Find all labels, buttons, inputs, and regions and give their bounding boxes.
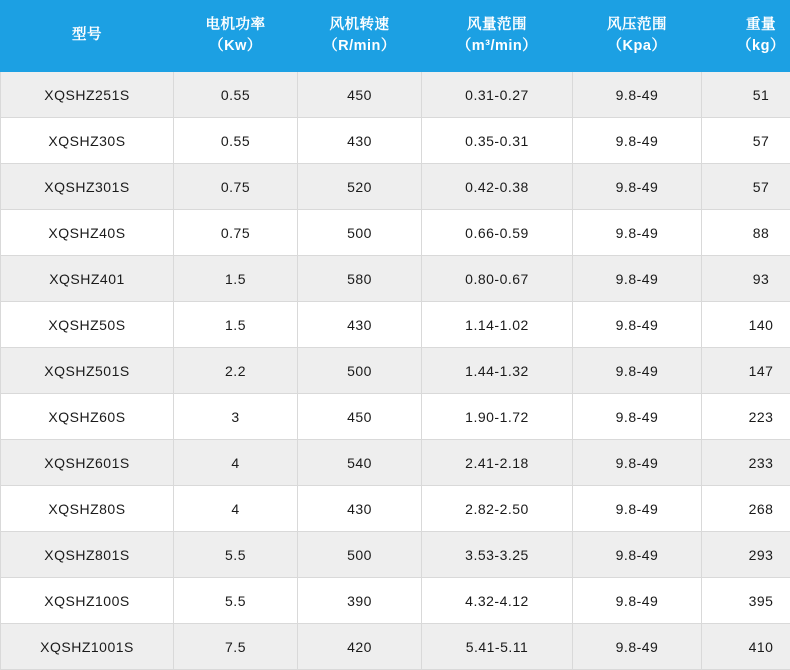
cell-speed: 520	[298, 164, 422, 210]
cell-power: 0.75	[174, 210, 298, 256]
cell-pressure: 9.8-49	[573, 486, 702, 532]
table-body	[1, 72, 790, 670]
cell-power: 1.5	[174, 302, 298, 348]
cell-model: XQSHZ301S	[1, 164, 174, 210]
cell-speed: 430	[298, 118, 422, 164]
cell-weight: 410	[702, 624, 790, 670]
cell-pressure: 9.8-49	[573, 578, 702, 624]
cell-airflow: 3.53-3.25	[422, 532, 573, 578]
cell-model: XQSHZ40S	[1, 210, 174, 256]
table-row	[1, 210, 790, 256]
cell-pressure: 9.8-49	[573, 256, 702, 302]
cell-speed: 420	[298, 624, 422, 670]
table-row	[1, 486, 790, 532]
cell-airflow: 2.41-2.18	[422, 440, 573, 486]
table-row	[1, 72, 790, 118]
cell-pressure: 9.8-49	[573, 532, 702, 578]
cell-weight: 57	[702, 164, 790, 210]
column-header-weight-unit: （kg）	[704, 36, 790, 57]
cell-speed: 430	[298, 302, 422, 348]
cell-pressure: 9.8-49	[573, 440, 702, 486]
cell-weight: 57	[702, 118, 790, 164]
column-header-pressure-title: 风压范围	[607, 17, 667, 33]
cell-airflow: 5.41-5.11	[422, 624, 573, 670]
table-header	[1, 1, 790, 72]
cell-weight: 93	[702, 256, 790, 302]
cell-model: XQSHZ401	[1, 256, 174, 302]
cell-speed: 500	[298, 210, 422, 256]
cell-pressure: 9.8-49	[573, 118, 702, 164]
cell-model: XQSHZ801S	[1, 532, 174, 578]
cell-power: 2.2	[174, 348, 298, 394]
cell-airflow: 2.82-2.50	[422, 486, 573, 532]
cell-model: XQSHZ601S	[1, 440, 174, 486]
cell-weight: 395	[702, 578, 790, 624]
cell-power: 0.75	[174, 164, 298, 210]
cell-pressure: 9.8-49	[573, 164, 702, 210]
cell-pressure: 9.8-49	[573, 348, 702, 394]
cell-weight: 223	[702, 394, 790, 440]
column-header-weight-title: 重量	[746, 17, 776, 33]
column-header-pressure	[573, 1, 702, 72]
table-row	[1, 256, 790, 302]
table-row	[1, 302, 790, 348]
cell-weight: 140	[702, 302, 790, 348]
cell-speed: 390	[298, 578, 422, 624]
table-row	[1, 578, 790, 624]
cell-power: 3	[174, 394, 298, 440]
cell-power: 4	[174, 486, 298, 532]
cell-pressure: 9.8-49	[573, 210, 702, 256]
table-row	[1, 164, 790, 210]
cell-model: XQSHZ80S	[1, 486, 174, 532]
table-row	[1, 348, 790, 394]
cell-model: XQSHZ60S	[1, 394, 174, 440]
table-header-row	[1, 1, 790, 72]
cell-power: 1.5	[174, 256, 298, 302]
cell-power: 5.5	[174, 578, 298, 624]
cell-weight: 233	[702, 440, 790, 486]
cell-speed: 540	[298, 440, 422, 486]
column-header-speed-unit: （R/min）	[300, 36, 419, 57]
cell-speed: 430	[298, 486, 422, 532]
cell-power: 0.55	[174, 72, 298, 118]
cell-model: XQSHZ50S	[1, 302, 174, 348]
cell-model: XQSHZ251S	[1, 72, 174, 118]
cell-speed: 450	[298, 394, 422, 440]
cell-power: 7.5	[174, 624, 298, 670]
cell-pressure: 9.8-49	[573, 72, 702, 118]
table-row	[1, 532, 790, 578]
cell-model: XQSHZ1001S	[1, 624, 174, 670]
cell-pressure: 9.8-49	[573, 624, 702, 670]
column-header-power	[174, 1, 298, 72]
column-header-airflow-title: 风量范围	[467, 17, 527, 33]
cell-weight: 268	[702, 486, 790, 532]
cell-model: XQSHZ100S	[1, 578, 174, 624]
cell-airflow: 0.42-0.38	[422, 164, 573, 210]
table-row	[1, 624, 790, 670]
column-header-power-title: 电机功率	[206, 17, 266, 33]
cell-speed: 500	[298, 532, 422, 578]
cell-airflow: 1.44-1.32	[422, 348, 573, 394]
cell-model: XQSHZ501S	[1, 348, 174, 394]
table-row	[1, 440, 790, 486]
cell-airflow: 0.35-0.31	[422, 118, 573, 164]
column-header-power-unit: （Kw）	[176, 36, 295, 57]
cell-model: XQSHZ30S	[1, 118, 174, 164]
cell-speed: 450	[298, 72, 422, 118]
column-header-weight	[702, 1, 790, 72]
cell-weight: 51	[702, 72, 790, 118]
table-row	[1, 118, 790, 164]
cell-power: 4	[174, 440, 298, 486]
cell-airflow: 0.66-0.59	[422, 210, 573, 256]
cell-airflow: 0.80-0.67	[422, 256, 573, 302]
cell-pressure: 9.8-49	[573, 394, 702, 440]
cell-airflow: 1.90-1.72	[422, 394, 573, 440]
cell-airflow: 1.14-1.02	[422, 302, 573, 348]
column-header-model-title: 型号	[72, 27, 102, 43]
cell-airflow: 0.31-0.27	[422, 72, 573, 118]
cell-weight: 88	[702, 210, 790, 256]
column-header-airflow-unit: （m³/min）	[424, 36, 570, 57]
cell-speed: 580	[298, 256, 422, 302]
column-header-speed	[298, 1, 422, 72]
cell-speed: 500	[298, 348, 422, 394]
column-header-airflow	[422, 1, 573, 72]
cell-airflow: 4.32-4.12	[422, 578, 573, 624]
table-row	[1, 394, 790, 440]
cell-weight: 147	[702, 348, 790, 394]
cell-power: 5.5	[174, 532, 298, 578]
column-header-speed-title: 风机转速	[330, 17, 390, 33]
cell-pressure: 9.8-49	[573, 302, 702, 348]
column-header-model	[1, 1, 174, 72]
cell-power: 0.55	[174, 118, 298, 164]
cell-weight: 293	[702, 532, 790, 578]
column-header-pressure-unit: （Kpa）	[575, 36, 699, 57]
